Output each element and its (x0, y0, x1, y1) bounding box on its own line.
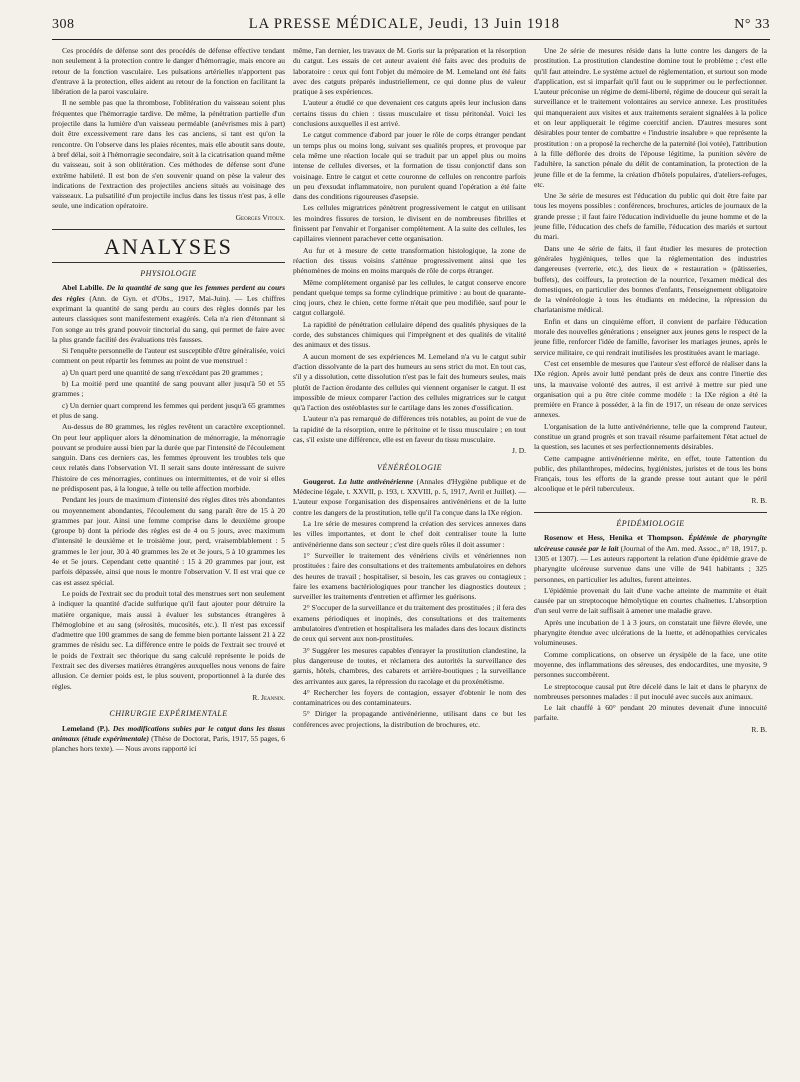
article-ref: (Thèse de Doctorat, Paris, 1917, 55 pages, 6 planches hors texte). — Nous avons rapporté ici (52, 733, 285, 754)
paragraph: L'auteur n'a pas remarqué de différences très notables, au point de vue de la rapidité de la résorption, entre le péritoine et le tissu musculaire ; en tout cas, s'il existe une différence, elle est en faveur du tissu musculaire. (293, 414, 526, 444)
paragraph: Le poids de l'extrait sec du produit total des menstrues sert non seulement à indiquer la quantité d'acide sulfurique qu'il faut ajouter pour détruire la matière organique, mais aussi à évaluer les substances étrangères à l'hémoglobine et au sang (sérosités, mucosités, etc.). Il n'est pas excessif d'admettre que 100 grammes de sang de femme bien portante laissent 21 à 22 grammes de résidu sec. La différence entre le poids de l'extrait sec trouvé et le poids de l'extrait sec théorique du sang calculé représente le poids de l'extrait sec des diverses matières étrangères auxquelles nous venons de faire allusion. Ce dernier poids est, le plus souvent, proportionnel à la durée des règles. (52, 588, 285, 691)
paragraph: même, l'an dernier, les travaux de M. Goris sur la préparation et la résorption du catgut. Les essais de cet auteur avaient été faits avec des produits de laboratoire : ceux qui font l'objet du mémoire de M. Lemeland ont été faits avec des catguts préparés industriellement, ce qui donne plus de valeur pratique à ses expériences. (293, 46, 526, 97)
section-heading: VÉNÉRÉOLOGIE (376, 462, 443, 472)
paragraph: Au fur et à mesure de cette transformation histologique, la zone de réaction des tissus voisins s'atténue progressivement ainsi que les phénomènes de moins en moins marqués de rôle de corps étranger. (293, 245, 526, 276)
columns (52, 46, 770, 755)
paragraph: Même complètement organisé par les cellules, le catgut conserve encore pendant quelque temps sa forme cylindrique primitive : au bout de quarante-cinq jours, chez le chien, cette forme n'était que peu modifiée, sauf pour le catgut collargolé. (293, 277, 526, 318)
paragraph: Il ne semble pas que la thrombose, l'oblitération du vaisseau soient plus fréquentes que l'hémorragie tardive. De même, la pénétration partielle d'un projectile dans la lumière d'un vaisseau perméable (anévrismes mis à part) doit être excessivement rare dans les cas anciens, si tant est qu'on la rencontre. On l'observe dans les plaies récentes, mais elle aboutit sans doute, à bref délai, soit à l'hémorragie secondaire, soit à la cicatrisation quand même du vaisseau, soit à son oblitération. Ces méthodes de défense sont d'une extrême habileté. Il est bon de s'en souvenir quand on pèse la valeur des indications de l'extraction des projectiles anciens situés au voisinage des vaisseaux. La pulsatilité d'un projectile inclus dans les tissus n'est pas, à elle seule, une indication opératoire. (52, 98, 285, 211)
article-ref: (Journal of the Am. med. Assoc., n° 18, 1917, p. 1305 et 1307). — Les auteurs rapportent la relation d'une épidémie grave de pharyngite ulcéreuse survenue dans une ville de 941 habitants ; 325 personnes, en particulier les adultes, furent atteintes. (534, 543, 767, 584)
signature: Georges Vitoux. (235, 212, 285, 222)
list-item: b) La moitié perd une quantité de sang pouvant aller jusqu'à 50 et 55 grammes ; (52, 379, 285, 399)
signature: J. D. (512, 446, 526, 456)
article-author: Lemeland (P.). (62, 723, 110, 733)
section-heading: PHYSIOLOGIE (140, 269, 197, 279)
article-lead (52, 724, 285, 755)
article-author: Rosenow et Hess, Henika et Thompson. (544, 533, 684, 543)
paragraph: 1° Surveiller le traitement des vénériens civils et vénériennes non prostituées : faire des consultations et des traitements ambulatoires en dehors des heures de travail ; hospitaliser, si besoin, les cas graves ou contagieux ; faire les examens bactériologiques pour trancher les diagnostics douteux ; surveiller les traitements d'entretien et affirmer les guérisons. (293, 550, 526, 602)
paragraph: Une 2e série de mesures réside dans la lutte contre les dangers de la prostitution. La prostitution clandestine domine tout le problème ; c'est elle qu'il faut atteindre. Le système actuel de réglementation, et surtout son mode d'application, est si imparfait qu'il faut ou le supprimer ou le perfectionner. L'auteur préconise un régime de demi-liberté, régime de douceur qui serait la surveillance et le traitement volontaires au service annexe. Les prostituées qui manqueraient aux visites et aux traitements seraient signalées à la police et on leur appliquerait le régime coercitif ancien. D'autres mesures sont désirables pour tenter de combattre « l'industrie insalubre » que représente la prostitution : on a proposé la recherche de la paternité (loi votée), l'attribution à la fille déflorée des droits de l'épouse légitime, la punition sévère de l'adultère, la sanction pénale du délit de contamination, la protection de la jeune fille et de la femme, la création d'hôtels populaires, d'ateliers-refuges, etc. (534, 46, 767, 189)
paragraph: L'auteur a étudié ce que devenaient ces catguts après leur inclusion dans certains tissus du chien : tissus musculaire et tissu péritonéal. Voici les conclusions auxquelles il est arrivé. (293, 98, 526, 129)
paragraph: Le streptocoque causal put être décelé dans le lait et dans le pharynx de nombreuses personnes malades : il put inoculé avec succès aux animaux. (534, 681, 767, 701)
divider (52, 262, 285, 263)
paragraph: Après une incubation de 1 à 3 jours, on constatait une fièvre élevée, une pharyngite étendue avec ulcérations de la luette, et adénopathies cervicales volumineuses. (534, 617, 767, 648)
issue-number: N° 33 (734, 17, 770, 32)
page-header (52, 16, 770, 40)
paragraph: Au-dessus de 80 grammes, les règles revêtent un caractère exceptionnel. On peut leur appliquer alors la dénomination de ménorragie, la ménorragie pouvant se produire aussi bien par la durée que par l'intensité de l'écoulement sanguin. Dans ces derniers cas, les femmes éprouvent les troubles tels que ceux relatés dans l'observation VI. Il serait sans doute intéressant de suivre l'histoire de ces ménorragies, continues ou intermittentes, et de voir si elles ne prédisposent pas, à la longue, à telle ou telle affection morbide. (52, 422, 285, 493)
divider (52, 229, 285, 230)
article-title: Épidémie de pharyngite ulcéreuse causée par le lait (534, 533, 767, 553)
column-3 (534, 46, 767, 755)
paragraph: L'épidémie provenait du lait d'une vache atteinte de mammite et était causée par un streptocoque hémolytique en courtes chaînettes. L'absorption d'un seul verre de lait suffisait à amener une maladie grave. (534, 585, 767, 616)
column-2 (293, 46, 526, 755)
divider (534, 512, 767, 513)
paragraph: L'organisation de la lutte antivénérienne, telle que la comprend l'auteur, constitue un grand progrès et son travail résume parfaitement l'état actuel de la question, ses lacunes et ses perfectionnements désirables. (534, 421, 767, 452)
paragraph: Cette campagne antivénérienne mérite, en effet, toute l'attention du public, des philanthropes, médecins, hygiénistes, juristes et de tous les bons Français, tous les efforts de la grande presse tout autant que le péril alcoolique et le péril tuberculeux. (534, 453, 767, 494)
article-title: La lutte antivénérienne (338, 476, 414, 486)
paragraph: Les cellules migratrices pénètrent progressivement le catgut en utilisant les moindres fissures de torsion, le divisent en de nombreuses fibrilles et finissent par l'envahir et l'organiser complètement. A la suite des cellules, les capillaires viennent parachever cette organisation. (293, 203, 526, 244)
paragraph: Le lait chauffé à 60° pendant 20 minutes devenait d'une innocuité parfaite. (534, 703, 767, 723)
article-lead (52, 283, 285, 345)
paragraph: 2° S'occuper de la surveillance et du traitement des prostituées ; il fera des examens périodiques et inopinés, des consultations et des traitements ambulatoires d'entretien et hospitalisera les malades dans des locaux distincts de ceux qui servent aux non-prostituées. (293, 603, 526, 644)
article-lead (534, 533, 767, 584)
signature: R. B. (751, 724, 767, 734)
paragraph: 3° Suggérer les mesures capables d'enrayer la prostitution clandestine, la plus dangereuse de toutes, et réclamera des autorités la surveillance des garnis, hôtels, chambres, des cabarets et arrière-boutiques ; la surveillance des arrivantes aux gares, la répression du racolage et du proxénétisme. (293, 645, 526, 686)
paragraph: Dans une 4e série de faits, il faut étudier les mesures de protection générales hygiéniques, telles que la réglementation des industries dangereuses (verrerie, etc.), des lieux de « restauration » (pâtisseries, buffets), des coiffeurs, la protection de la nourrice, l'examen médical des domestiques, en particulier des bonnes d'enfants, l'enseignement obligatoire de la vénéréologie à tous les étudiants en médecine, la répression du charlatanisme médical. (534, 243, 767, 315)
paragraph: Une 3e série de mesures est l'éducation du public qui doit être faite par tous les moyens possibles : conférences, brochures, articles de journaux de la grande presse ; il faut faire l'éducation individuelle du jeune homme et de la jeune fille, l'éducation des chefs de famille, l'éducation des mariés et surtout du mari. (534, 191, 767, 242)
list-item: a) Un quart perd une quantité de sang n'excédant pas 20 grammes ; (62, 367, 263, 377)
paragraph: A aucun moment de ses expériences M. Lemeland n'a vu le catgut subir d'action dissolvante de la part des humeurs au sens strict du mot. En tout cas, s'il y a dissolution, cette dissolution n'est pas le fait des humeurs seules, mais plutôt de l'action érodante des cellules qui viennent organiser le catgut. Il est impossible de mieux comparer l'action des cellules migratrices sur le catgut qu'à l'action des ostéoblastes sur le cartilage dans les zones d'ossification. (293, 351, 526, 413)
article-title: Des modifications subies par le catgut dans les tissus animaux (étude expérimentale) (52, 723, 286, 743)
paragraph: Ces procédés de défense sont des procédés de défense effective tendant non seulement à la protection contre le danger d'hémorragie, mais encore au retour de la fonction vasculaire. Les pulsations artérielles n'apportent pas d'entrave à la protection, elles aident au retour de la fonction en facilitant la libération de la paroi vasculaire. (52, 46, 285, 97)
paragraph: La 1re série de mesures comprend la création des services annexes dans les villes importantes, et dont le chef doit centraliser toute la lutte antivénérienne dans son secteur ; c'est dire quels rôles il doit assumer : (293, 519, 526, 549)
list-item: c) Un dernier quart comprend les femmes qui perdent jusqu'à 65 grammes et plus de sang. (52, 400, 285, 420)
page-number: 308 (52, 17, 75, 32)
article-ref: (Ann. de Gyn. et d'Obs., 1917, Mai-Juin). — Les chiffres exprimant la quantité de sang perdu au cours des règles donnés par les auteurs classiques sont manifestement exagérés. Cela n'a rien d'étonnant si l'on songe au très grand pouvoir tinctorial du sang, qui permet de faire avec la plus grande facilité des évaluations très fausses. (52, 293, 286, 344)
paragraph: La rapidité de pénétration cellulaire dépend des qualités physiques de la corde, des substances chimiques qui l'imprègnent et des qualités de vitalité des animaux et des tissus. (293, 319, 526, 350)
section-title-analyses: ANALYSES (104, 234, 233, 260)
article-author: Gougerot. (303, 476, 336, 486)
paragraph: Comme complications, on observe un érysipèle de la face, une otite moyenne, des inflammations des séreuses, des endocardites, une myosite, 9 personnes succombèrent. (534, 649, 767, 680)
column-1 (52, 46, 285, 755)
paragraph: 4° Rechercher les foyers de contagion, essayer d'obtenir le nom des contaminatrices ou des contaminateurs. (293, 687, 526, 708)
signature: R. Jeannin. (252, 692, 285, 702)
article-title: De la quantité de sang que les femmes perdent au cours des règles (52, 283, 285, 303)
paragraph: Si l'enquête personnelle de l'auteur est susceptible d'être généralisée, voici comment on peut répartir les femmes au point de vue menstruel : (52, 346, 285, 366)
section-heading: CHIRURGIE EXPÉRIMENTALE (109, 709, 228, 719)
article-lead (293, 477, 526, 518)
paragraph: Pendant les jours de maximum d'intensité des règles dites très abondantes ou moyennement abondantes, l'écoulement du sang paraît être de 15 à 20 grammes par jour. Ainsi une femme comprise dans le deuxième groupe (groupe b) dont la période des règles est de 4 ou 5 jours, avec maximum d'intensité le deuxième et le troisième jour, perd, vraisemblablement : 5 grammes le 1er jour, 30 à 40 grammes les 2e et 3e jours, 5 à 10 grammes les 4e et 5e jours. Cependant cette quantité : 15 à 20 grammes par jour, est parfois dépassée, ainsi que nous le montre l'observation V. Il est vrai que ce cas est assez spécial. (52, 495, 285, 587)
signature: R. B. (751, 495, 767, 505)
journal-title: LA PRESSE MÉDICALE, Jeudi, 13 Juin 1918 (248, 16, 561, 32)
article-ref: (Annales d'Hygiène publique et de Médecine légale, t. XXVII, p. 193, t. XXVIII, p. 5, 1917, Avril et Juillet). — L'auteur expose l'organisation des dispensaires antivénériens et de la lutte contre les dangers de la prostitution, telle qu'il l'a conçue dans la IXe région. (293, 476, 527, 517)
paragraph: Enfin et dans un cinquième effort, il convient de parfaire l'éducation morale des nouvelles générations ; enseigner aux jeunes gens le respect de la jeune fille, renforcer l'idée de famille, favoriser les mariages jeunes, après le service militaire, ce qui rendrait inutilisées les prostituées avant le mariage. (534, 316, 767, 357)
paragraph: 5° Diriger la propagande antivénérienne, utilisant dans ce but les conférences avec projections, la distribution de brochures, etc. (293, 709, 526, 729)
paragraph: C'est cet ensemble de mesures que l'auteur s'est efforcé de réaliser dans la IXe région. Après avoir lutté pendant près de deux ans contre l'inertie des uns, la mauvaise volonté des autres, il est arrivé à mettre sur pied une organisation qui a pu être citée comme modèle : la IXe région a été la première en France à posséder, à la fin de 1917, un réseau de onze services annexes. (534, 358, 767, 420)
paragraph: Le catgut commence d'abord par jouer le rôle de corps étranger pendant un temps plus ou moins long, suivant ses qualités propres, et provoque par cela même une réaction locale qui se traduit par un appel plus ou moins intense de cellules diverses, et la formation de tissu conjonctif dans son voisinage. Entre le catgut et cette couronne de cellules on rencontre parfois un peu d'exsudat inflammatoire, non purulent quand l'opération a été faite dans des conditions rigoureuses d'asepsie. (293, 130, 526, 202)
article-author: Abel Labille. (62, 283, 104, 293)
section-heading: ÉPIDÉMIOLOGIE (616, 519, 685, 529)
